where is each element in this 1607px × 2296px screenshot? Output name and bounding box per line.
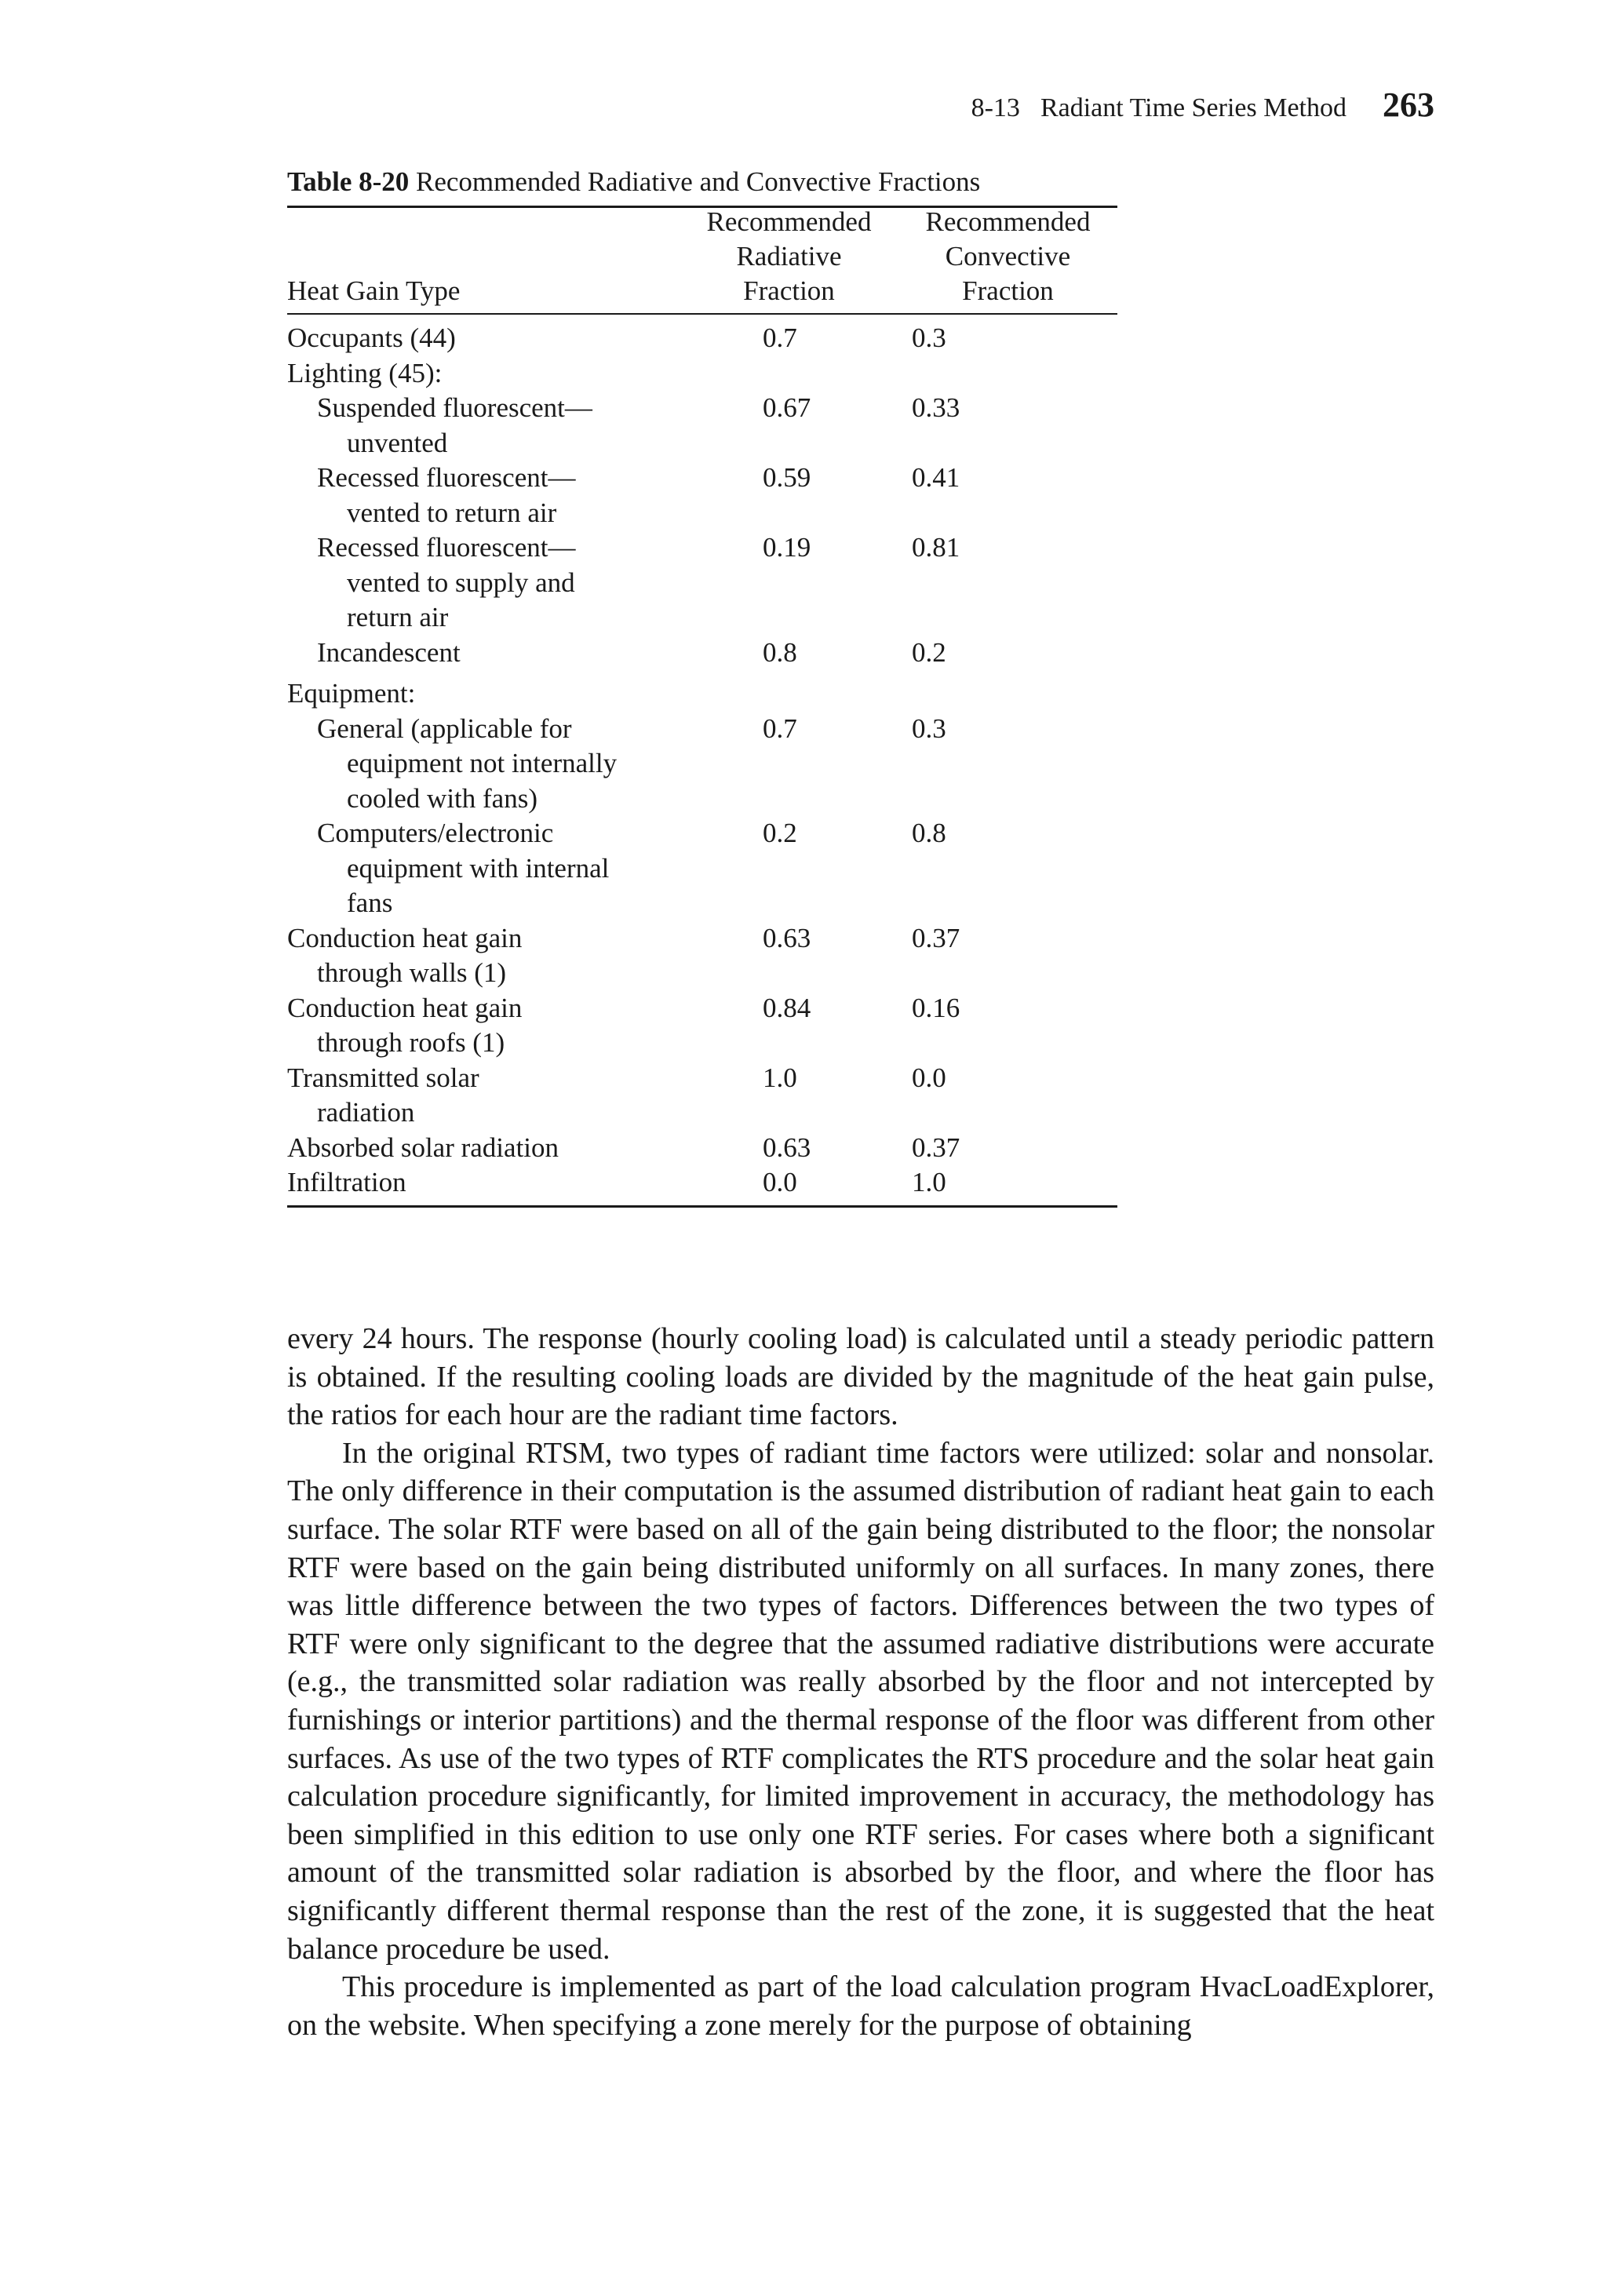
table-header bbox=[287, 208, 1117, 313]
header-line: Fraction bbox=[962, 275, 1054, 306]
cell-line: fans bbox=[347, 887, 393, 918]
cell-radiative-fraction bbox=[763, 356, 912, 392]
cell-line: radiation bbox=[317, 1097, 415, 1128]
cell-heat-gain-type bbox=[287, 1165, 680, 1201]
cell-line: Conduction heat gain bbox=[287, 922, 523, 953]
cell-radiative-fraction: 0.84 bbox=[763, 992, 811, 1023]
table-row bbox=[287, 676, 1117, 712]
cell-convective-fraction: 0.3 bbox=[912, 712, 946, 744]
table-label: Table 8-20 bbox=[287, 166, 410, 197]
cell-line: vented to supply and bbox=[347, 567, 575, 598]
cell-heat-gain-type bbox=[287, 321, 680, 356]
cell-line: Transmitted solar bbox=[287, 1062, 479, 1093]
table-title: Recommended Radiative and Convective Fractions bbox=[416, 166, 981, 197]
fractions-table bbox=[287, 206, 1117, 1208]
table-row bbox=[287, 530, 1117, 636]
cell-heat-gain-type bbox=[287, 1061, 680, 1131]
cell-convective-fraction: 1.0 bbox=[912, 1167, 946, 1197]
cell-line: cooled with fans) bbox=[347, 782, 537, 814]
cell-radiative-fraction bbox=[763, 676, 912, 712]
cell-radiative-fraction: 0.2 bbox=[763, 818, 797, 848]
cell-radiative-fraction: 0.63 bbox=[763, 922, 811, 953]
page-number: 263 bbox=[1383, 86, 1434, 124]
body-paragraph: every 24 hours. The response (hourly cooling load) is calculated until a steady periodic pattern is obtained. If the resulting cooling loads are divided by the magnitude of the heat gain pulse, the ratios for each hour are the radiant time factors. bbox=[287, 1322, 1434, 1432]
table-row bbox=[287, 461, 1117, 530]
table-row bbox=[287, 1165, 1117, 1201]
table-row bbox=[287, 391, 1117, 461]
table-row bbox=[287, 712, 1117, 817]
cell-line: Incandescent bbox=[317, 636, 461, 668]
header-heat-gain-type bbox=[287, 274, 680, 308]
header-line: Fraction bbox=[743, 275, 835, 306]
cell-convective-fraction: 0.37 bbox=[912, 922, 960, 953]
cell-convective-fraction: 0.0 bbox=[912, 1062, 946, 1093]
cell-line: Occupants (44) bbox=[287, 323, 456, 353]
cell-radiative-fraction: 0.19 bbox=[763, 532, 811, 563]
cell-line: Equipment: bbox=[287, 678, 416, 709]
cell-line: through walls (1) bbox=[317, 957, 507, 988]
cell-line: Conduction heat gain bbox=[287, 992, 523, 1023]
header-radiative-fraction bbox=[680, 205, 898, 308]
cell-line: Absorbed solar radiation bbox=[287, 1132, 559, 1163]
table-row bbox=[287, 1131, 1117, 1166]
cell-line: Suspended fluorescent— bbox=[317, 392, 592, 423]
table-row bbox=[287, 991, 1117, 1061]
cell-convective-fraction: 0.2 bbox=[912, 636, 946, 668]
cell-radiative-fraction: 0.8 bbox=[763, 636, 797, 668]
cell-radiative-fraction: 0.7 bbox=[763, 323, 797, 353]
cell-convective-fraction bbox=[912, 356, 1045, 392]
table-row bbox=[287, 1061, 1117, 1131]
header-line: Convective bbox=[945, 241, 1071, 272]
cell-radiative-fraction: 0.59 bbox=[763, 462, 811, 493]
table-caption bbox=[287, 165, 1119, 199]
cell-heat-gain-type bbox=[287, 921, 680, 991]
cell-line: Computers/electronic bbox=[317, 818, 554, 848]
header-line: Recommended bbox=[925, 206, 1091, 237]
cell-line: equipment not internally bbox=[347, 748, 618, 778]
body-paragraph: In the original RTSM, two types of radiant time factors were utilized: solar and nonsolar. The only difference in their computation is the assumed distribution of radiant heat gain to each surface. The solar RTF were based on all of the gain being distributed to the floor; the nonsolar RTF were based on the gain being distributed uniformly on all surfaces. In many zones, there was little difference between the two types of factors. Differences between the two types of RTF were only significant to the degree that the assumed radiative distributions were accurate (e.g., the transmitted solar radiation was really absorbed by the floor and not intercepted by furnishings or interior partitions) and the thermal response of the floor was different from other surfaces. As use of the two types of RTF complicates the RTS procedure and the solar heat gain calculation procedure significantly, for limited improvement in accuracy, the methodology has been simplified in this edition to use only one RTF series. For cases where both a significant amount of the transmitted solar radiation is absorbed by the floor, and where the floor has significantly different thermal response than the rest of the zone, it is suggested that the heat balance procedure be used. bbox=[287, 1436, 1434, 1966]
cell-convective-fraction: 0.8 bbox=[912, 818, 946, 848]
cell-heat-gain-type bbox=[287, 636, 680, 671]
body-text bbox=[287, 1320, 1434, 2044]
cell-convective-fraction: 0.41 bbox=[912, 462, 960, 493]
header-line: Heat Gain Type bbox=[287, 275, 461, 306]
header-line: Recommended bbox=[706, 206, 872, 237]
cell-convective-fraction bbox=[912, 676, 1045, 712]
cell-line: unvented bbox=[347, 427, 448, 458]
table-row bbox=[287, 921, 1117, 991]
cell-convective-fraction: 0.3 bbox=[912, 323, 946, 353]
running-head bbox=[287, 85, 1434, 140]
table-bottom-rule bbox=[287, 1205, 1117, 1208]
cell-heat-gain-type bbox=[287, 991, 680, 1061]
cell-heat-gain-type bbox=[287, 712, 680, 817]
cell-line: return air bbox=[347, 602, 449, 632]
cell-radiative-fraction: 0.67 bbox=[763, 392, 811, 423]
cell-heat-gain-type bbox=[287, 461, 680, 530]
cell-radiative-fraction: 0.63 bbox=[763, 1132, 811, 1163]
cell-line: Recessed fluorescent— bbox=[317, 462, 576, 493]
cell-line: equipment with internal bbox=[347, 852, 610, 884]
cell-heat-gain-type bbox=[287, 356, 680, 392]
cell-convective-fraction: 0.81 bbox=[912, 532, 960, 563]
table-row bbox=[287, 636, 1117, 671]
table-row bbox=[287, 816, 1117, 921]
header-convective-fraction bbox=[898, 205, 1117, 308]
table-row bbox=[287, 321, 1117, 356]
cell-radiative-fraction: 0.0 bbox=[763, 1167, 797, 1197]
cell-radiative-fraction: 0.7 bbox=[763, 712, 797, 744]
table-row bbox=[287, 356, 1117, 392]
cell-line: Infiltration bbox=[287, 1167, 406, 1197]
cell-convective-fraction: 0.33 bbox=[912, 392, 960, 423]
cell-line: General (applicable for bbox=[317, 712, 572, 744]
cell-convective-fraction: 0.16 bbox=[912, 992, 960, 1023]
cell-line: through roofs (1) bbox=[317, 1027, 505, 1058]
cell-convective-fraction: 0.37 bbox=[912, 1132, 960, 1163]
cell-heat-gain-type bbox=[287, 676, 680, 712]
cell-heat-gain-type bbox=[287, 391, 680, 461]
table-body bbox=[287, 315, 1117, 1205]
cell-line: vented to return air bbox=[347, 497, 557, 528]
cell-radiative-fraction: 1.0 bbox=[763, 1062, 797, 1093]
cell-heat-gain-type bbox=[287, 816, 680, 921]
section-number: 8-13 bbox=[971, 93, 1020, 122]
cell-line: Recessed fluorescent— bbox=[317, 532, 576, 563]
body-paragraph: This procedure is implemented as part of the load calculation program HvacLoadExplorer, on the website. When specifying a zone merely for the purpose of obtaining bbox=[287, 1970, 1434, 2042]
cell-heat-gain-type bbox=[287, 1131, 680, 1166]
cell-line: Lighting (45): bbox=[287, 357, 443, 388]
section-title: Radiant Time Series Method bbox=[1040, 93, 1346, 122]
cell-heat-gain-type bbox=[287, 530, 680, 636]
header-line: Radiative bbox=[736, 241, 842, 272]
